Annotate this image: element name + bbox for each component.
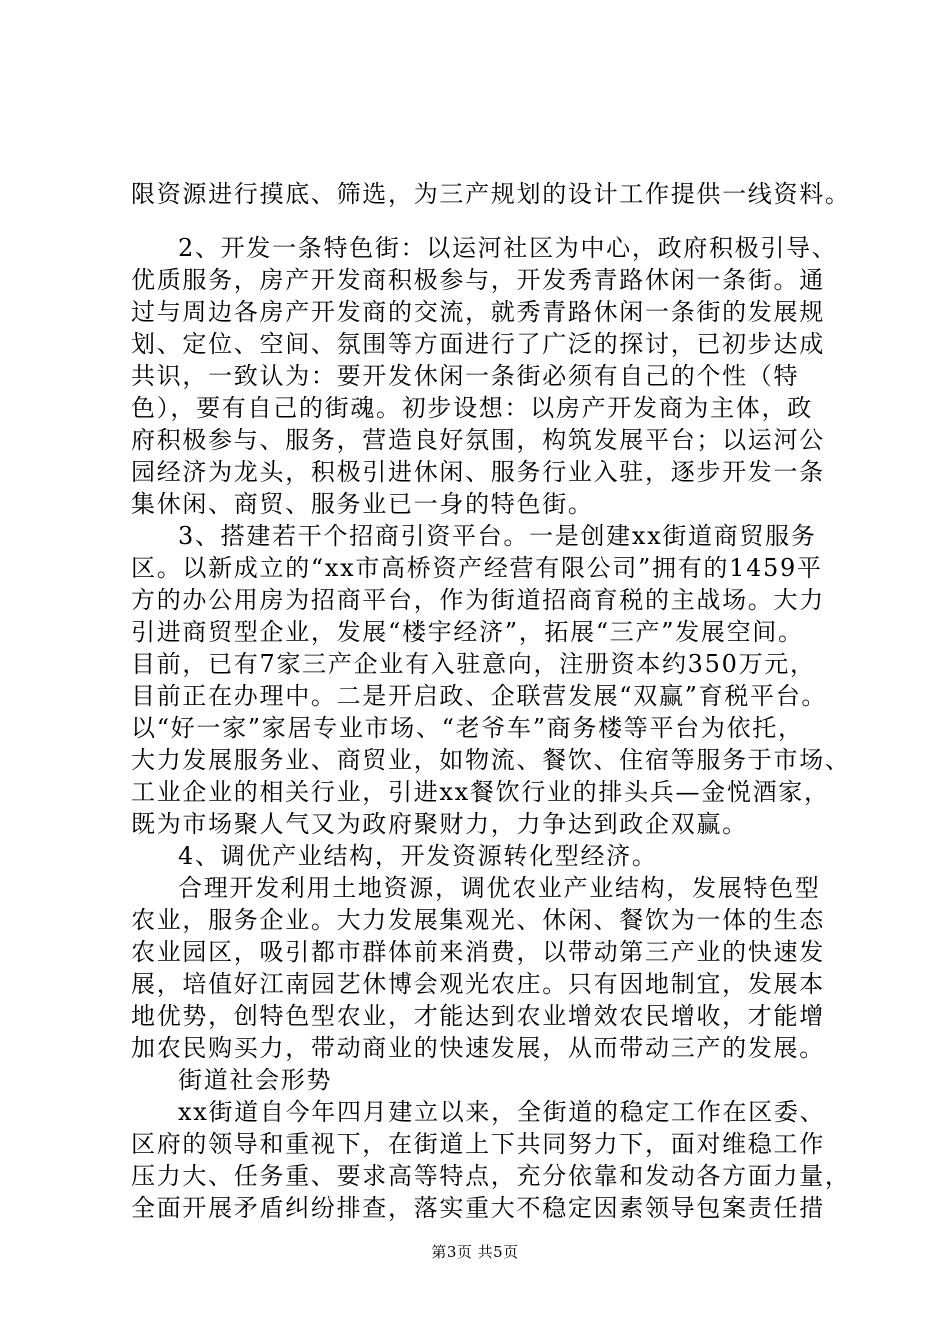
text-line: 农业，服务企业。大力发展集观光、休闲、餐饮为一体的生态 — [131, 906, 825, 934]
text-line: 地优势，创特色型农业，才能达到农业增效农民增收，才能增 — [131, 1002, 825, 1030]
text-line: 限资源进行摸底、筛选，为三产规划的设计工作提供一线资料。 — [131, 180, 851, 208]
text-line: 过与周边各房产开发商的交流，就秀青路休闲一条街的发展规 — [131, 298, 825, 326]
text-line: 2、开发一条特色街：以运河社区为中心，政府积极引导、 — [178, 234, 838, 262]
text-line: xx街道自今年四月建立以来，全街道的稳定工作在区委、 — [178, 1098, 826, 1126]
text-line: 以“好一家”家居专业市场、“老爷车”商务楼等平台为依托， — [131, 714, 804, 742]
text-line: 农业园区，吸引都市群体前来消费，以带动第三产业的快速发 — [131, 938, 825, 966]
section-heading: 街道社会形势 — [178, 1066, 333, 1094]
text-line: 展，培值好江南园艺休博会观光农庄。只有因地制宜，发展本 — [131, 970, 825, 998]
text-line: 集休闲、商贸、服务业已一身的特色街。 — [131, 490, 594, 518]
text-line: 压力大、任务重、要求高等特点，充分依靠和发动各方面力量， — [131, 1162, 851, 1190]
text-line: 方的办公用房为招商平台，作为街道招商育税的主战场。大力 — [131, 586, 825, 614]
text-line: 大力发展服务业、商贸业，如物流、餐饮、住宿等服务于市场、 — [131, 746, 851, 774]
text-line: 划、定位、空间、氛围等方面进行了广泛的探讨，已初步达成 — [131, 330, 825, 358]
text-line: 目前正在办理中。二是开启政、企联营发展“双赢”育税平台。 — [131, 682, 828, 710]
text-line: 目前，已有7家三产企业有入驻意向，注册资本约350万元， — [131, 650, 816, 678]
text-line: 园经济为龙头，积极引进休闲、服务行业入驻，逐步开发一条 — [131, 458, 825, 486]
text-line: 引进商贸型企业，发展“楼宇经济”，拓展“三产”发展空间。 — [131, 618, 804, 646]
page-number-footer: 第3页 共5页 — [431, 1243, 519, 1261]
text-line: 工业企业的相关行业，引进xx餐饮行业的排头兵—金悦酒家， — [131, 778, 830, 806]
text-line: 既为市场聚人气又为政府聚财力，力争达到政企双赢。 — [131, 810, 748, 838]
text-line: 色），要有自己的街魂。初步设想：以房产开发商为主体，政 — [131, 394, 813, 422]
text-line: 3、搭建若干个招商引资平台。一是创建xx街道商贸服务 — [178, 522, 817, 550]
text-line: 区。以新成立的“xx市高桥资产经营有限公司”拥有的1459平 — [131, 554, 823, 582]
section-heading: 4、调优产业结构，开发资源转化型经济。 — [178, 842, 658, 870]
text-line: 府积极参与、服务，营造良好氛围，构筑发展平台；以运河公 — [131, 426, 825, 454]
text-line: 共识，一致认为：要开发休闲一条街必须有自己的个性（特 — [131, 362, 800, 390]
text-line: 优质服务，房产开发商积极参与，开发秀青路休闲一条街。通 — [131, 266, 825, 294]
text-line: 区府的领导和重视下，在街道上下共同努力下，面对维稳工作 — [131, 1130, 825, 1158]
text-line: 加农民购买力，带动商业的快速发展，从而带动三产的发展。 — [131, 1034, 825, 1062]
text-line: 合理开发利用土地资源，调优农业产业结构，发展特色型 — [178, 874, 821, 902]
text-line: 全面开展矛盾纠纷排查，落实重大不稳定因素领导包案责任措 — [131, 1194, 825, 1222]
